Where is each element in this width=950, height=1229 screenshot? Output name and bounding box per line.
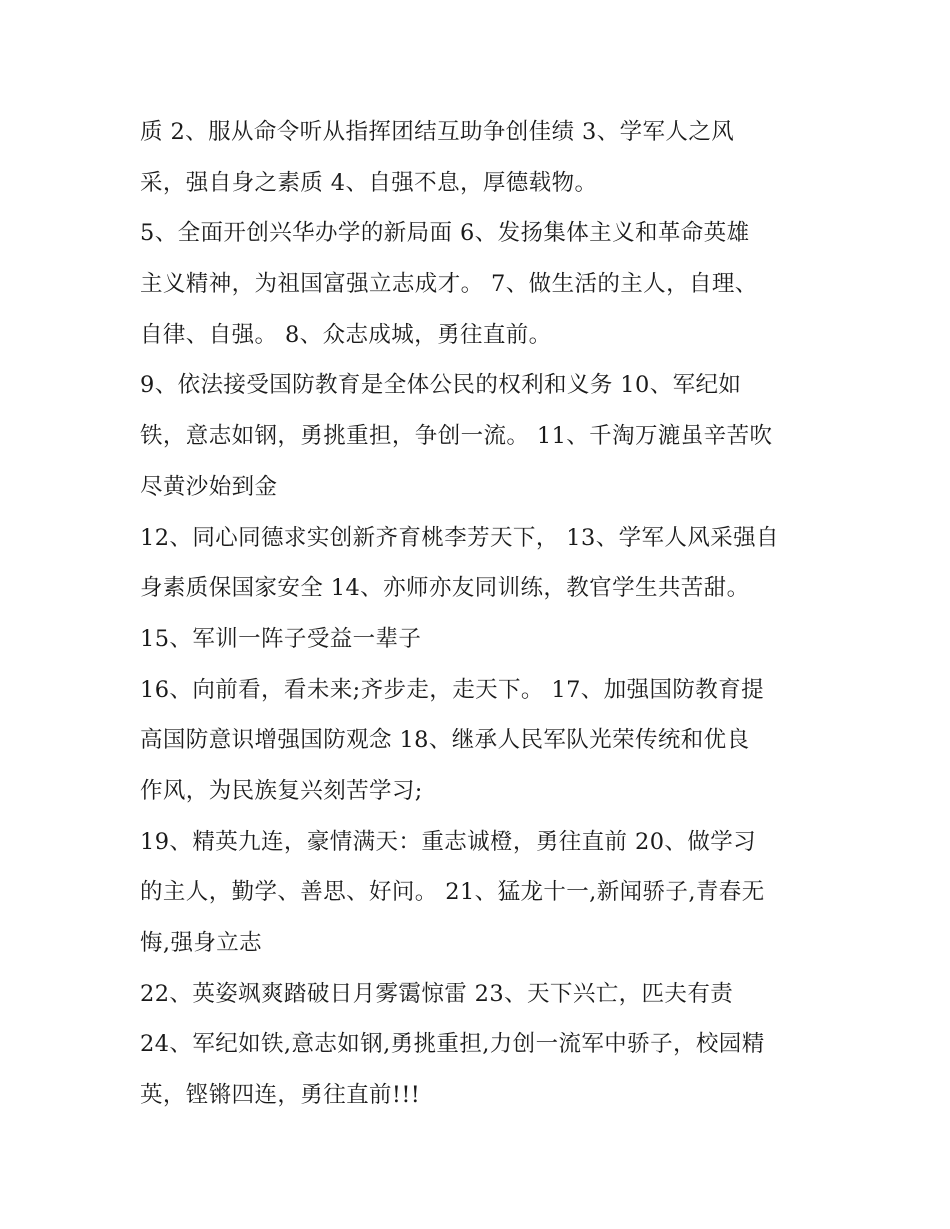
text-line: 铁，意志如钢，勇挑重担，争创一流。 11、千淘万漉虽辛苦吹 bbox=[140, 423, 773, 450]
text-line: 高国防意识增强国防观念 18、继承人民军队光荣传统和优良 bbox=[140, 727, 750, 754]
text-line: 自律、自强。 8、众志成城，勇往直前。 bbox=[140, 321, 552, 348]
text-line: 5、全面开创兴华办学的新局面 6、发扬集体主义和革命英雄 bbox=[140, 220, 750, 247]
text-line: 采，强自身之素质 4、自强不息，厚德载物。 bbox=[140, 169, 598, 196]
text-line: 9、依法接受国防教育是全体公民的权利和义务 10、军纪如 bbox=[140, 372, 742, 399]
text-line: 16、向前看，看未来;齐步走，走天下。 17、加强国防教育提 bbox=[140, 676, 764, 703]
text-line: 22、英姿飒爽踏破日月雾霭惊雷 23、天下兴亡，匹夫有责 bbox=[140, 980, 734, 1007]
text-line: 19、精英九连，豪情满天：重志诚橙，勇往直前 20、做学习 bbox=[140, 828, 757, 855]
text-line: 12、同心同德求实创新齐育桃李芳天下， 13、学军人风采强自 bbox=[140, 524, 779, 551]
text-line: 英，铿锵四连，勇往直前!!! bbox=[140, 1082, 421, 1109]
text-line: 尽黄沙始到金 bbox=[140, 473, 278, 500]
text-line: 质 2、服从命令听从指挥团结互助争创佳绩 3、学军人之风 bbox=[140, 119, 735, 145]
text-line: 作风，为民族复兴刻苦学习; bbox=[140, 777, 423, 804]
text-line: 24、军纪如铁,意志如钢,勇挑重担,力创一流军中骄子，校园精 bbox=[140, 1031, 765, 1058]
slogan-text-block bbox=[140, 107, 820, 1121]
text-line: 的主人，勤学、善思、好问。 21、猛龙十一,新闻骄子,青春无 bbox=[140, 879, 765, 906]
text-line: 主义精神，为祖国富强立志成才。 7、做生活的主人，自理、 bbox=[140, 271, 758, 298]
text-line: 15、军训一阵子受益一辈子 bbox=[140, 625, 422, 652]
text-line: 悔,强身立志 bbox=[140, 930, 263, 956]
text-line: 身素质保国家安全 14、亦师亦友同训练，教官学生共苦甜。 bbox=[140, 575, 750, 602]
